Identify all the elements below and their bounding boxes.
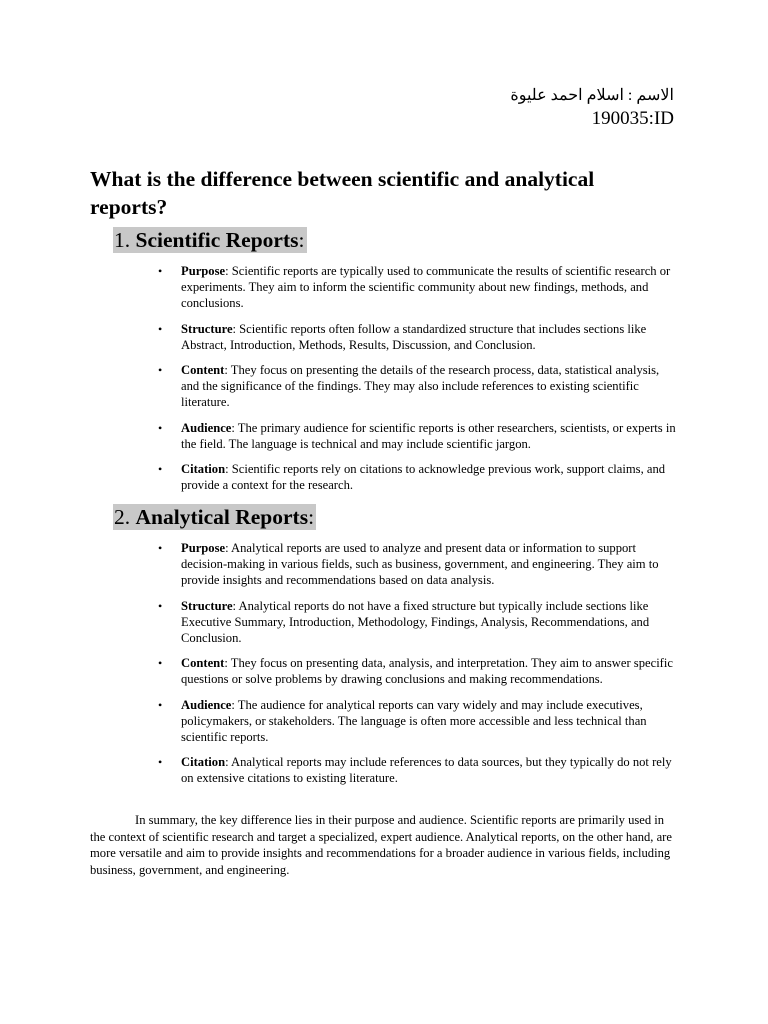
item-text: : Scientific reports rely on citations to acknowledge previous work, support claims, and provide a context for the research. [181,462,666,493]
item-term: Purpose [181,264,226,278]
section-heading-analytical [113,504,316,530]
item-text: : Analytical reports are used to analyze and present data or information to support decision-making in various fields, such as business, government, and engineering. They aim to provide insights and recommendations based on data analysis. [181,541,659,588]
summary-paragraph: In summary, the key difference lies in their purpose and audience. Scientific reports are primarily used in the context of scientific research and target a specialized, expert audience. Analytical reports, on the other hand, are more versatile and aim to provide insights and recommendations for a broader audience in various fields, including business, government, and engineering. [90,813,672,877]
item-term: Purpose [181,541,226,555]
section-title: Analytical Reports [135,505,309,529]
list-item [158,420,678,452]
item-text: : Scientific reports often follow a standardized structure that includes sections like Abstract, Introduction, Methods, Results, Discussion, and Conclusion. [181,321,647,352]
section-suffix: : [298,228,305,252]
list-item [158,540,678,589]
item-term: Structure [181,321,233,336]
section-heading-scientific [113,227,307,253]
list-item [158,754,678,786]
item-text: : The primary audience for scientific reports is other researchers, scientists, or experts in the field. The language is technical and may include scientific jargon. [181,420,676,451]
section-number: 2. [114,505,131,529]
item-term: Citation [181,755,226,770]
section-suffix: : [308,505,315,529]
item-term: Content [181,656,225,671]
item-term: Audience [181,420,232,435]
item-term: Content [181,363,225,378]
item-term: Audience [181,697,232,712]
scientific-list [158,263,678,493]
section-title: Scientific Reports [135,228,299,252]
item-text: : Scientific reports are typically used to communicate the results of scientific research or experiments. They aim to inform the scientific community about new findings, methods, and conclusions. [181,264,671,311]
list-item [158,598,678,647]
item-text: : The audience for analytical reports can vary widely and may include executives, policymakers, or stakeholders. The language is often more accessible and less technical than scientific reports. [181,697,647,745]
analytical-list [158,540,678,787]
page-title: What is the difference between scientific and analytical reports? [90,167,595,219]
author-id: 190035:ID [591,108,674,129]
author-header [510,86,674,131]
item-term: Citation [181,462,226,477]
list-item [158,461,678,493]
section-number: 1. [114,228,131,252]
author-name: الاسم : اسلام احمد عليوة [510,87,674,104]
list-item [158,362,678,411]
item-text: : Analytical reports do not have a fixed structure but typically include sections like Executive Summary, Introduction, Methodology, Findings, Analysis, Recommendations, and Conclusion. [181,598,650,646]
list-item [158,697,678,746]
item-text: : Analytical reports may include references to data sources, but they typically do not rely on extensive citations to existing literature. [181,755,672,786]
item-term: Structure [181,598,233,613]
item-text: : They focus on presenting data, analysis, and interpretation. They aim to answer specific questions or solve problems by drawing conclusions and making recommendations. [181,656,673,687]
list-item [158,655,678,687]
item-text: : They focus on presenting the details of the research process, data, statistical analysis, and the significance of the findings. They may also include references to existing scientific literature. [181,363,660,410]
list-item [158,263,678,312]
list-item [158,321,678,353]
